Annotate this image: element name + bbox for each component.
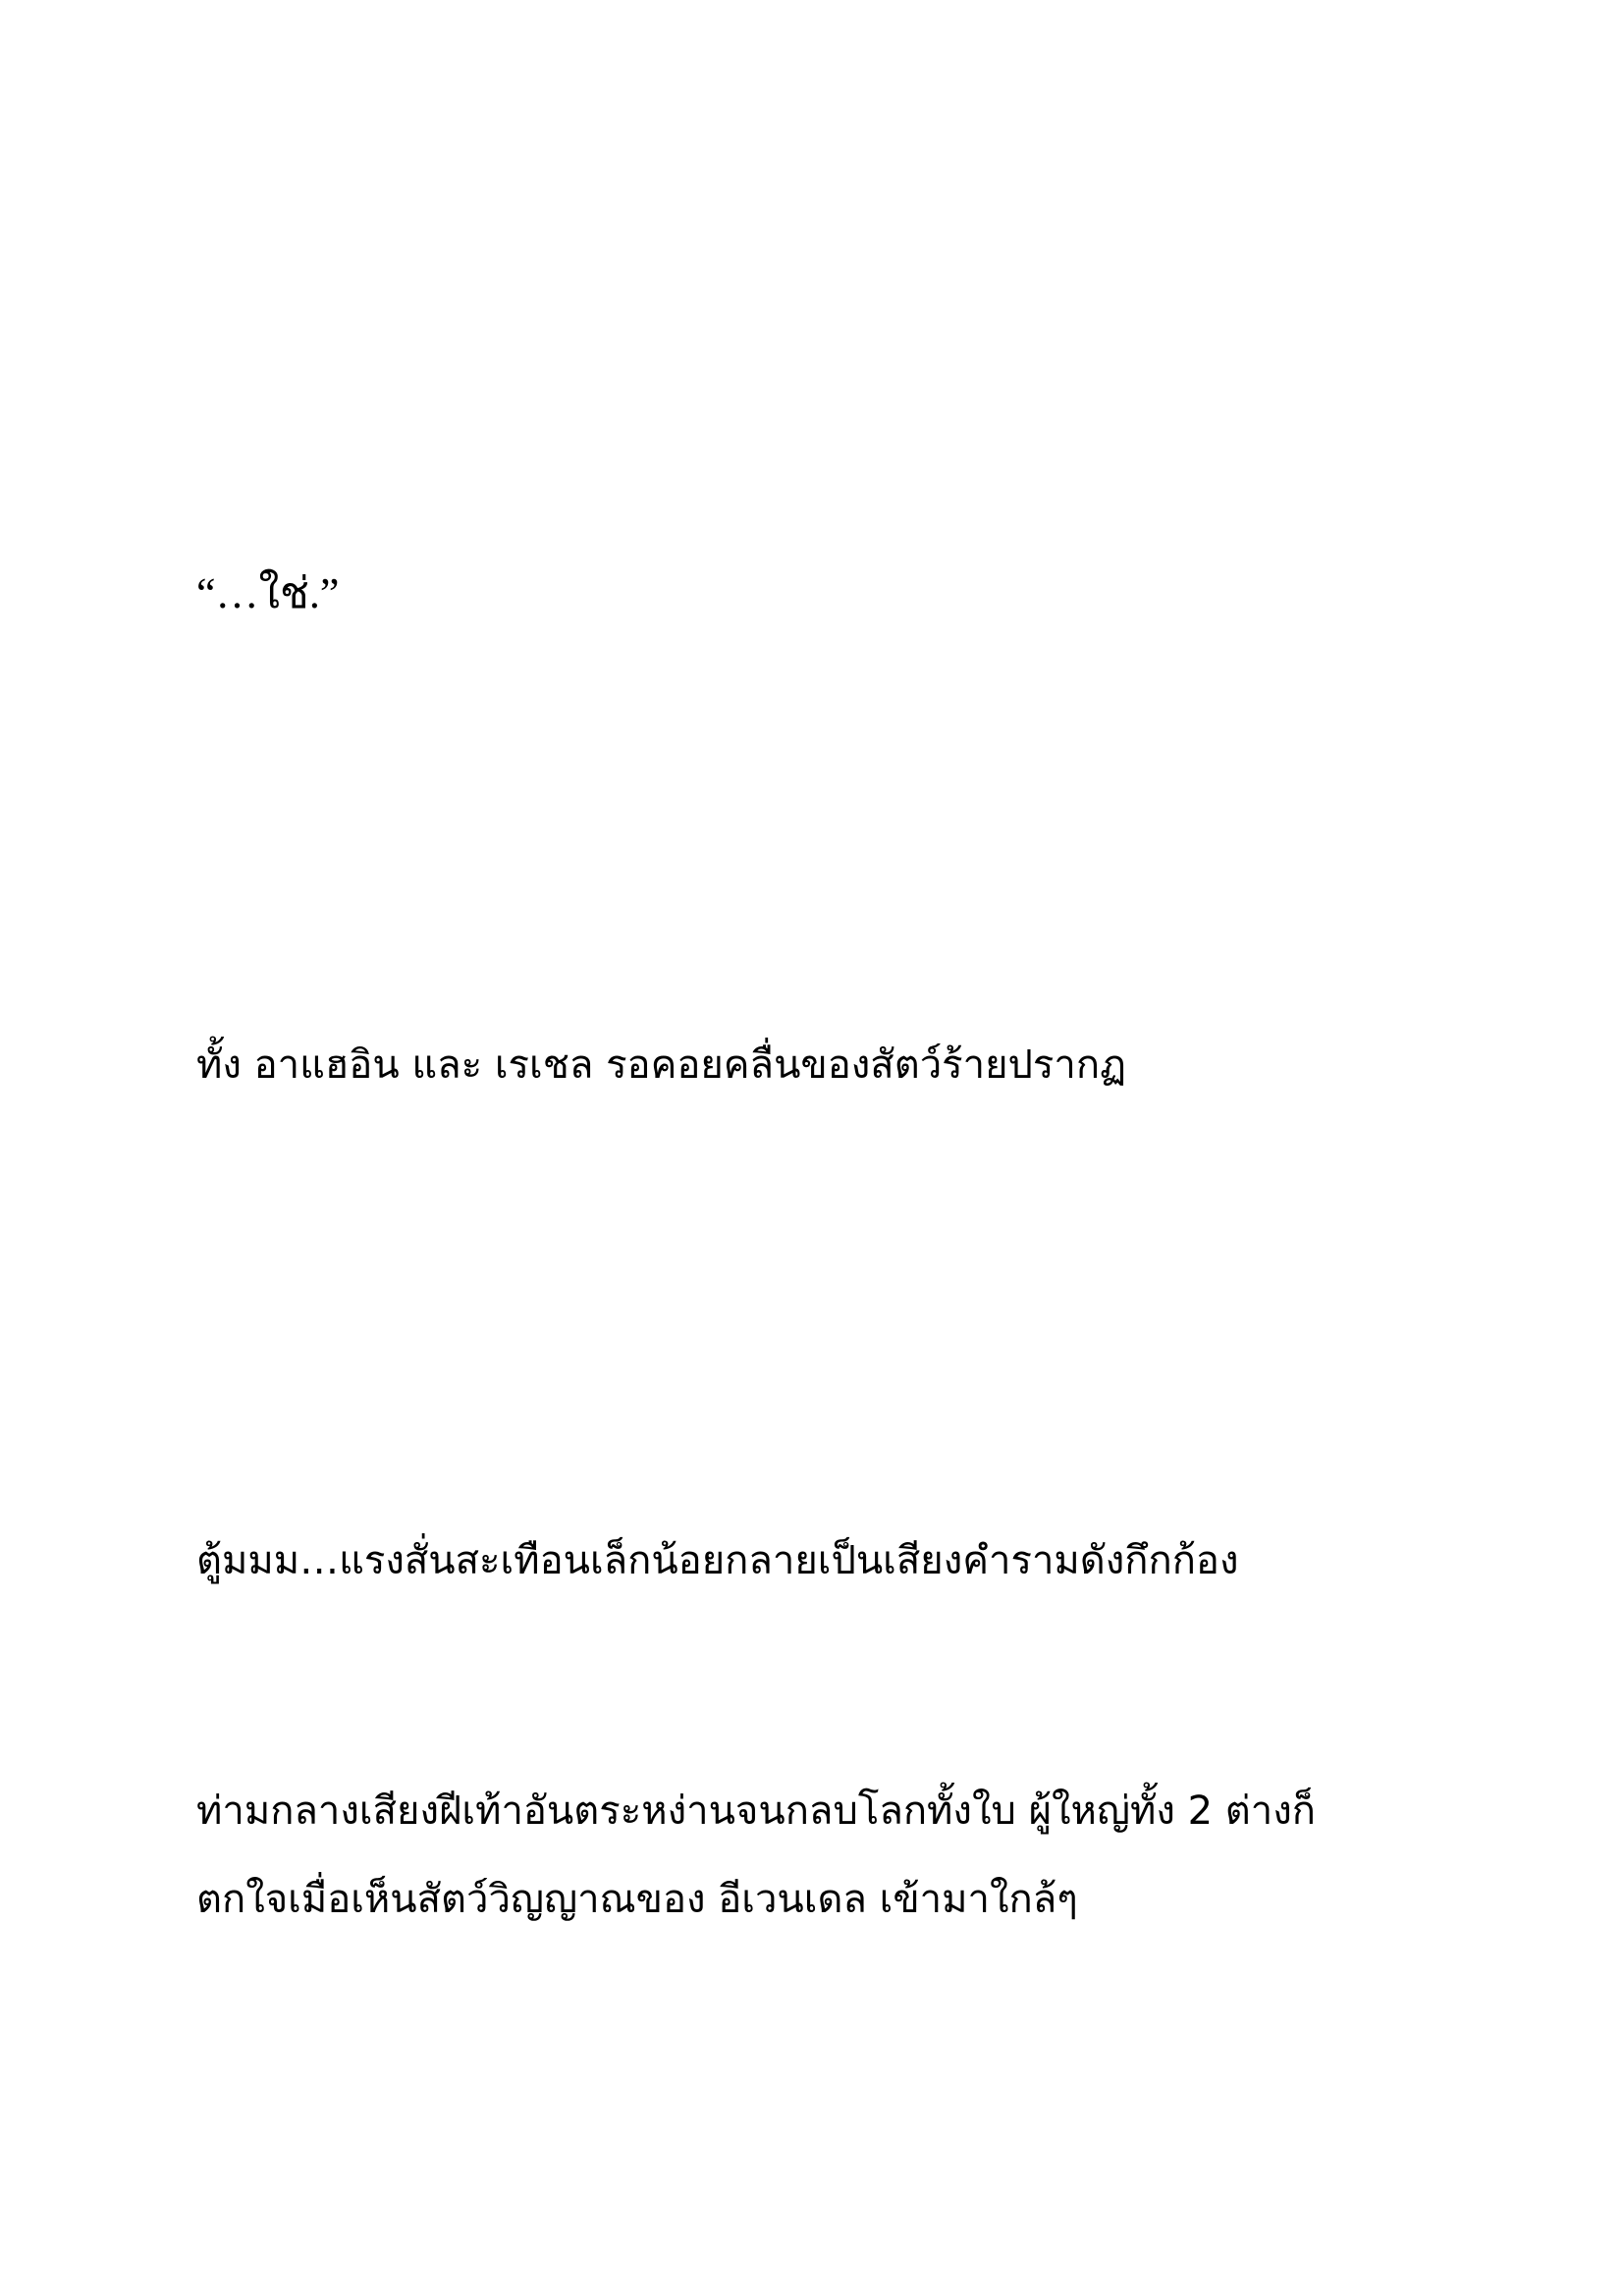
narration-line: ตกใจเมื่อเห็นสัตว์วิญญาณของ อีเวนเดล เข้ามาใกล้ๆ [196, 1877, 1078, 1922]
narration-line: ท่ามกลางเสียงฝีเท้าอันตระหง่านจนกลบโลกทั้งใบ ผู้ใหญ่ทั้ง 2 ต่างก็ [196, 1789, 1316, 1834]
dialogue-line: “…ใช่.” [196, 569, 340, 617]
narration-paragraph: ตู้มมม…แรงสั่นสะเทือนเล็กน้อยกลายเป็นเสียงคำรามดังกึกก้อง [196, 1538, 1239, 1583]
narration-paragraph [196, 1767, 1316, 1944]
narration-paragraph: ทั้ง อาแฮอิน และ เรเชล รอคอยคลื่นของสัตว์ร้ายปรากฏ [196, 1042, 1126, 1088]
